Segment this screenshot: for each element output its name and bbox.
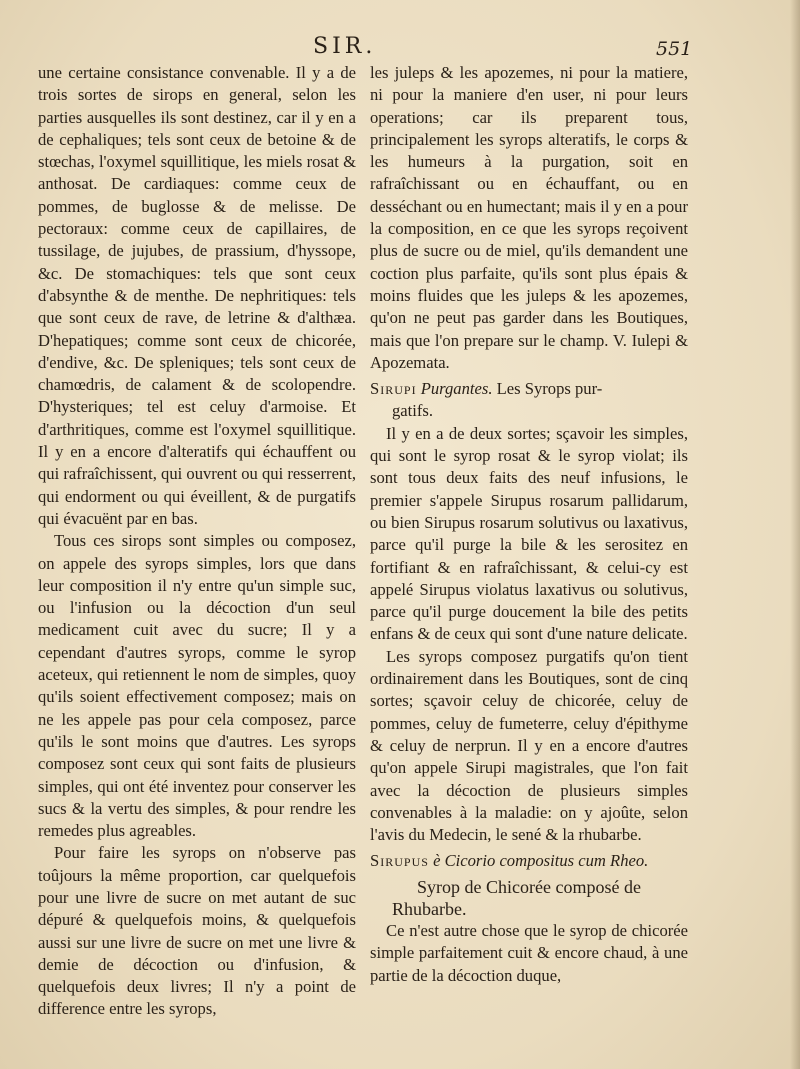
paragraph: Il y en a de deux sortes; sçavoir les simples, qui sont le syrop rosat & le syrop violat; ils sont tous deux faits des neuf infusions, le premier s'appele Sirupus rosarum pallidarum, ou bien Sirupus rosarum solutivus ou laxativus, parce qu'il purge la bile & les serositez en fortifiant & en rafraîchissant, & celui-cy est appelé Sirupus violatus laxativus ou solutivus, parce qu'il purge doucement la bile des petits enfans & de ceux qui sont d'une nature delicate. [370, 423, 688, 644]
paragraph: les juleps & les apozemes, ni pour la matiere, ni pour la maniere d'en user, ni pour leurs operations; car ils preparent tous, principalement les syrops alteratifs, le corps & les humeurs à la purgation, soit en rafraîchissant ou en échauffant, ou en desséchant ou en humectant; mais il y en a pour la composition, en ce que les syrops reçoivent plus de sucre ou de miel, qu'ils demandent une coction plus parfaite, qu'ils sont plus épais & moins fluides que les juleps & les apozemes, qu'on ne peut pas garder dans les Boutiques, mais que l'on prepare sur le champ. V. Iulepi & Apozemata. [370, 63, 688, 372]
running-head: SIR. [313, 34, 377, 59]
heading-label: Sirupi [370, 379, 417, 399]
section-heading-chicoree [370, 850, 688, 920]
heading-french: Syrop de Chicorée composé de [417, 876, 641, 897]
heading-title: Les Syrops pur- [496, 379, 603, 399]
paragraph: Pour faire les syrops on n'observe pas toûjours la même proportion, car quelquefois pour une livre de sucre on met autant de suc dépuré & quelquefois moins, & quelquefois aussi sur une livre de sucre on met une livre & demie de décoction ou d'infusion, & quelquefois deux livres; Il n'y a point de difference entre les syrops, [38, 843, 356, 1019]
right-column [370, 62, 688, 987]
heading-latin: è Cicorio compositus cum Rheo. [433, 851, 649, 871]
left-column [38, 62, 356, 1021]
heading-label: Sirupus [370, 851, 429, 871]
heading-latin: Purgantes. [420, 379, 493, 399]
heading-french-cont: Rhubarbe. [392, 898, 467, 919]
section-heading-purgatifs [370, 378, 688, 423]
paragraph: Tous ces sirops sont simples ou composez, on appele des syrops simples, lors que dans leur composition il n'y entre qu'un simple suc, ou l'infusion ou la décoction d'un seul medicament cuit avec du sucre; Il y a cependant d'autres syrops, comme le syrop aceteux, qui retiennent le nom de simples, quoy qu'ils soient effectivement composez; mais on ne les appele pas pour cela composez, parce qu'ils le sont moins que d'autres. Les syrops composez sont ceux qui sont faits de plusieurs simples, qui ont été inventez pour conserver les sucs & la vertu des simples, & pour rendre les remedes plus agreables. [38, 531, 356, 841]
paragraph: Ce n'est autre chose que le syrop de chicorée simple parfaitement cuit & encore chaud, à une partie de la décoction duque, [370, 920, 688, 985]
heading-title-cont: gatifs. [392, 401, 434, 421]
page-number: 551 [656, 38, 693, 60]
paragraph: une certaine consistance convenable. Il y a de trois sortes de sirops en general, selon les parties ausquelles ils sont destinez, car il y en a de cephaliques; tels sont ceux de betoine & de stœchas, l'oxymel squillitique, les miels rosat & anthosat. De cardiaques: comme ceux de pommes, de buglosse & de melisse. De pectoraux: comme ceux de capillaires, de tussilage, de jujubes, de prassium, d'hyssope, &c. De stomachiques: tels que sont ceux d'absynthe & de menthe. De nephritiques: tels que sont ceux de rave, de letrine & d'althæa. D'hepatiques; comme sont ceux de chicorée, d'endive, &c. De spleniques; tels sont ceux de chamœdris, de calament & de scolopendre. D'hysteriques; tel est celuy d'armoise. Et d'arthritiques, comme est l'oxymel squillitique. Il y en a encore d'alteratifs qui échauffent ou qui rafraîchissent, qui ouvrent ou qui resserrent, qui endorment ou qui éveillent, & de purgatifs qui évacuënt par en bas. [38, 63, 356, 528]
paragraph: Les syrops composez purgatifs qu'on tient ordinairement dans les Boutiques, sont de cinq sortes; sçavoir celuy de chicorée, celuy de pommes, celuy de fumeterre, celuy d'épithyme & celuy de nerprun. Il y en a encore d'autres qu'on appele Sirupi magistrales, que l'on fait avec la décoction de plusieurs simples convenables à la maladie: on y ajoûte, selon l'avis du Medecin, le sené & la rhubarbe. [370, 646, 688, 845]
